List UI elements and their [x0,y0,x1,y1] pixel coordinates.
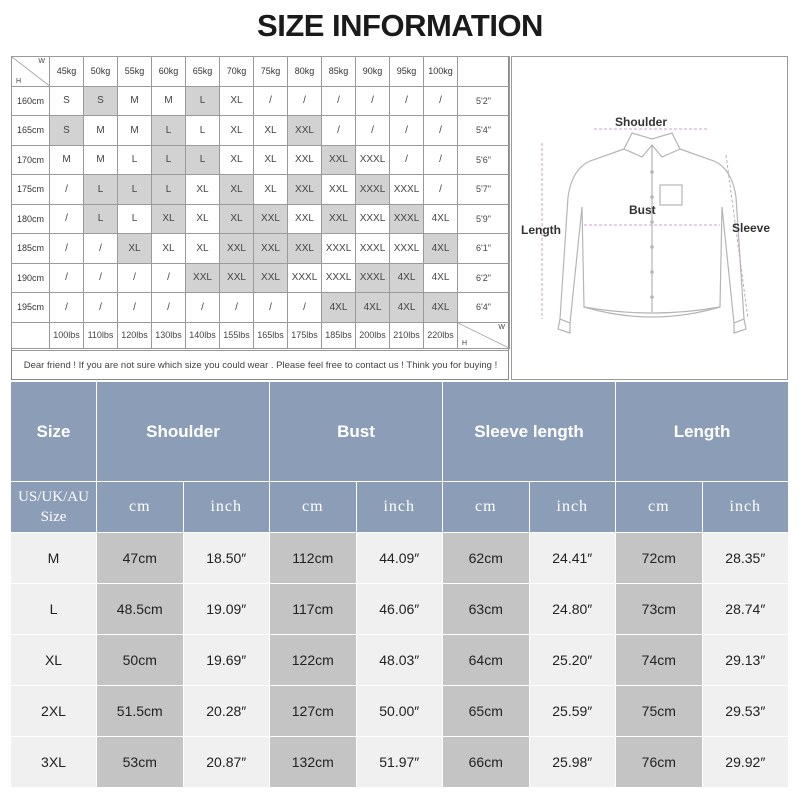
size-cell: XXXL [356,204,390,234]
height-row [12,86,510,116]
weight-kg-cell: 85kg [322,57,356,87]
height-feet-cell: 5'2" [458,86,510,116]
size-row [11,686,789,737]
shoulder-label: Shoulder [615,115,668,129]
height-row [12,204,510,234]
weight-kg-row [12,57,510,87]
height-cm-cell: 160cm [12,86,50,116]
measurement-cell: 122cm [270,635,357,686]
length-label: Length [521,223,561,237]
height-feet-cell: 6'4" [458,293,510,323]
size-cell: S [50,116,84,146]
measurement-cell: 53cm [97,737,184,788]
weight-lbs-cell: 210lbs [390,322,424,348]
size-row [11,584,789,635]
size-cell: XL [186,175,220,205]
height-cm-cell: 175cm [12,175,50,205]
corner-h-label: H [462,339,468,347]
height-feet-cell: 5'9" [458,204,510,234]
size-cell: / [390,116,424,146]
size-cell: 4XL [356,293,390,323]
unit-cell: inch [183,482,270,533]
bust-header: Bust [270,382,443,482]
measurement-cell: 24.80″ [529,584,616,635]
size-cell: XXXL [356,175,390,205]
size-cell: 4XL [424,293,458,323]
measurement-cell: 20.87″ [183,737,270,788]
size-cell: / [424,145,458,175]
size-measurement-table [10,381,789,788]
size-cell: XXL [288,145,322,175]
size-cell: XXL [288,234,322,264]
size-cell: XXL [288,175,322,205]
bust-label: Bust [629,203,656,217]
measurement-cell: 50cm [97,635,184,686]
height-row [12,234,510,264]
measurement-cell: 74cm [616,635,703,686]
size-cell: M [50,145,84,175]
size-cell: L [84,175,118,205]
size-cell: / [118,293,152,323]
size-cell: / [84,263,118,293]
weight-lbs-cell: 100lbs [50,322,84,348]
height-cm-cell: 165cm [12,116,50,146]
height-row [12,145,510,175]
measurement-cell: 46.06″ [356,584,443,635]
unit-cell: inch [529,482,616,533]
size-cell: / [84,234,118,264]
measurement-cell: 29.53″ [702,686,789,737]
size-cell: / [220,293,254,323]
measurement-cell: 48.5cm [97,584,184,635]
measurement-cell: 51.97″ [356,737,443,788]
size-cell: XL [220,175,254,205]
size-cell: S [50,86,84,116]
size-label-cell: XL [11,635,97,686]
height-feet-cell: 6'2" [458,263,510,293]
size-cell: M [84,145,118,175]
corner-h-label: H [16,77,22,85]
size-cell: / [50,234,84,264]
weight-kg-cell: 50kg [84,57,118,87]
size-row [11,737,789,788]
measurement-cell: 117cm [270,584,357,635]
size-cell: XXL [254,234,288,264]
size-cell: / [288,293,322,323]
height-cm-cell: 195cm [12,293,50,323]
size-cell: L [152,145,186,175]
measurement-cell: 25.20″ [529,635,616,686]
weight-lbs-cell: 130lbs [152,322,186,348]
size-cell: XXL [322,145,356,175]
height-cm-cell: 185cm [12,234,50,264]
empty-cell [12,322,50,348]
corner-w-label: W [498,323,505,331]
measurement-cell: 24.41″ [529,533,616,584]
unit-cell: cm [443,482,530,533]
size-cell: XXXL [322,263,356,293]
weight-lbs-cell: 175lbs [288,322,322,348]
size-label-cell: 3XL [11,737,97,788]
size-cell: / [288,86,322,116]
height-weight-table [11,56,510,349]
size-cell: 4XL [390,293,424,323]
measurement-cell: 76cm [616,737,703,788]
size-header: Size [11,382,97,482]
size-cell: / [322,116,356,146]
measurement-cell: 18.50″ [183,533,270,584]
weight-lbs-cell: 140lbs [186,322,220,348]
size-cell: 4XL [424,234,458,264]
size-cell: / [50,263,84,293]
height-feet-cell: 5'4" [458,116,510,146]
size-cell: 4XL [390,263,424,293]
size-cell: XXL [288,204,322,234]
size-cell: M [152,86,186,116]
size-cell: XXL [220,234,254,264]
weight-kg-cell: 90kg [356,57,390,87]
measurement-cell: 20.28″ [183,686,270,737]
corner-cell [12,57,50,87]
measurement-cell: 29.13″ [702,635,789,686]
corner-w-label: W [38,58,45,65]
size-cell: XXXL [288,263,322,293]
size-cell: / [424,175,458,205]
size-cell: S [84,86,118,116]
weight-lbs-cell: 120lbs [118,322,152,348]
weight-lbs-cell: 165lbs [254,322,288,348]
height-feet-cell: 6'1" [458,234,510,264]
size-cell: L [118,204,152,234]
weight-lbs-cell: 185lbs [322,322,356,348]
size-cell: L [186,116,220,146]
size-cell: / [390,86,424,116]
size-cell: XXXL [390,234,424,264]
size-cell: XXL [288,116,322,146]
size-cell: / [254,293,288,323]
measurement-cell: 73cm [616,584,703,635]
size-cell: XL [220,86,254,116]
height-feet-cell: 5'6" [458,145,510,175]
size-cell: XL [220,116,254,146]
size-cell: / [50,293,84,323]
measurement-cell: 63cm [443,584,530,635]
weight-lbs-cell: 220lbs [424,322,458,348]
weight-kg-cell: 100kg [424,57,458,87]
height-feet-cell: 5'7" [458,175,510,205]
size-cell: XXXL [356,234,390,264]
unit-cell: cm [97,482,184,533]
size-row [11,635,789,686]
measurement-cell: 62cm [443,533,530,584]
height-row [12,116,510,146]
shirt-illustration [512,57,789,381]
corner-cell [458,322,510,348]
size-cell: XXL [254,204,288,234]
height-cm-cell: 190cm [12,263,50,293]
size-cell: XXXL [356,145,390,175]
size-cell: L [186,86,220,116]
size-cell: XXL [220,263,254,293]
measurement-cell: 28.74″ [702,584,789,635]
sleeve-length-header: Sleeve length [443,382,616,482]
height-row [12,293,510,323]
size-cell: L [186,145,220,175]
size-label-cell: M [11,533,97,584]
measurement-cell: 50.00″ [356,686,443,737]
size-cell: / [84,293,118,323]
size-cell: 4XL [424,204,458,234]
chart-note: Dear friend ! If you are not sure which size you could wear . Please feel free to contact us ! Think you for buying ! [12,350,509,380]
empty-cell [458,57,510,87]
measurement-cell: 25.59″ [529,686,616,737]
unit-cell: cm [270,482,357,533]
weight-lbs-cell: 155lbs [220,322,254,348]
weight-kg-cell: 60kg [152,57,186,87]
size-cell: XL [220,145,254,175]
size-cell: XL [152,204,186,234]
unit-cell: inch [356,482,443,533]
length-header: Length [616,382,789,482]
size-label-cell: 2XL [11,686,97,737]
size-label-cell: L [11,584,97,635]
measurement-cell: 29.92″ [702,737,789,788]
size-cell: XXXL [390,204,424,234]
weight-lbs-cell: 200lbs [356,322,390,348]
size-cell: L [152,116,186,146]
size-cell: L [118,175,152,205]
size-cell: XL [254,116,288,146]
size-cell: L [84,204,118,234]
measurement-cell: 44.09″ [356,533,443,584]
height-row [12,175,510,205]
size-cell: / [322,86,356,116]
size-cell: XXXL [322,234,356,264]
weight-lbs-row [12,322,510,348]
size-cell: M [84,116,118,146]
weight-kg-cell: 95kg [390,57,424,87]
size-cell: XXL [254,263,288,293]
weight-kg-cell: 45kg [50,57,84,87]
measurement-cell: 28.35″ [702,533,789,584]
size-cell: M [118,116,152,146]
weight-kg-cell: 70kg [220,57,254,87]
size-cell: XXL [186,263,220,293]
size-cell: XXXL [356,263,390,293]
size-cell: / [254,86,288,116]
size-cell: XL [118,234,152,264]
shirt-measurement-diagram [511,56,788,380]
weight-lbs-cell: 110lbs [84,322,118,348]
size-cell: L [152,175,186,205]
measurement-cell: 65cm [443,686,530,737]
measurement-cell: 51.5cm [97,686,184,737]
shoulder-header: Shoulder [97,382,270,482]
size-cell: / [390,145,424,175]
weight-kg-cell: 55kg [118,57,152,87]
measurement-cell: 127cm [270,686,357,737]
size-cell: / [356,86,390,116]
measurement-cell: 48.03″ [356,635,443,686]
height-row [12,263,510,293]
measurement-cell: 75cm [616,686,703,737]
weight-kg-cell: 65kg [186,57,220,87]
size-cell: XL [152,234,186,264]
header-row [11,382,789,482]
size-cell: XXL [322,175,356,205]
measurement-cell: 47cm [97,533,184,584]
size-cell: / [424,116,458,146]
measurement-cell: 72cm [616,533,703,584]
size-cell: XL [254,145,288,175]
measurement-cell: 66cm [443,737,530,788]
size-cell: 4XL [322,293,356,323]
size-cell: / [118,263,152,293]
measurement-cell: 25.98″ [529,737,616,788]
size-cell: / [50,175,84,205]
unit-cell: cm [616,482,703,533]
page-title: SIZE INFORMATION [257,8,543,43]
measurement-cell: 132cm [270,737,357,788]
size-row [11,533,789,584]
size-cell: XL [186,234,220,264]
unit-cell: inch [702,482,789,533]
measurement-cell: 64cm [443,635,530,686]
size-cell: XL [254,175,288,205]
measurement-cell: 19.69″ [183,635,270,686]
size-cell: / [186,293,220,323]
size-cell: / [424,86,458,116]
size-cell: M [118,86,152,116]
height-cm-cell: 170cm [12,145,50,175]
size-cell: XXL [322,204,356,234]
height-weight-chart [11,56,509,380]
weight-kg-cell: 80kg [288,57,322,87]
measurement-cell: 112cm [270,533,357,584]
measurement-cell: 19.09″ [183,584,270,635]
unit-row [11,482,789,533]
size-cell: / [50,204,84,234]
size-cell: XL [186,204,220,234]
size-cell: / [152,263,186,293]
sleeve-label: Sleeve [732,221,771,235]
size-cell: 4XL [424,263,458,293]
height-cm-cell: 180cm [12,204,50,234]
size-cell: / [356,116,390,146]
size-cell: / [152,293,186,323]
size-cell: XL [220,204,254,234]
size-cell: XXXL [390,175,424,205]
weight-kg-cell: 75kg [254,57,288,87]
size-cell: L [118,145,152,175]
region-size-header: US/UK/AU Size [11,482,97,533]
